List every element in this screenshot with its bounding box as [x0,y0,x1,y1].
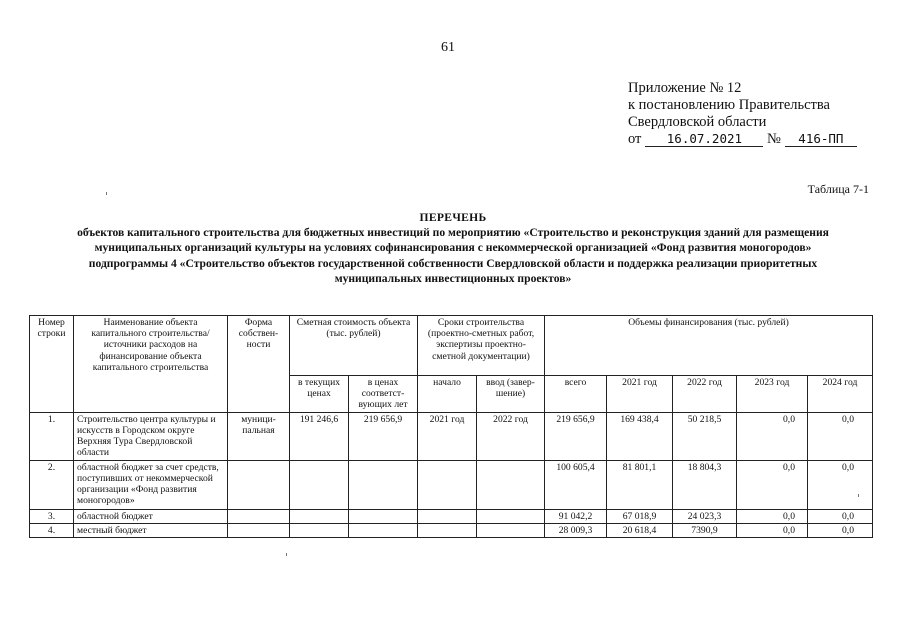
cell-2023: 0,0 [737,509,808,523]
heading-title: ПЕРЕЧЕНЬ [419,211,487,224]
header-2024: 2024 год [808,376,873,413]
cell-2024: 0,0 [808,509,873,523]
cell-2024: 0,0 [808,460,873,509]
heading-line-2: муниципальных организаций культуры на условиях софинансирования с некоммерческой организацией «Фонд развития моногородов» [94,241,812,255]
cell-current-prices [290,509,349,523]
cell-2021: 20 618,4 [607,523,673,537]
heading-line-3: подпрограммы 4 «Строительство объектов государственной собственности Свердловской области и поддержка реализации приоритетных [88,256,818,270]
cell-row-no: 4. [30,523,74,537]
cell-2023: 0,0 [737,460,808,509]
cell-total: 28 009,3 [545,523,607,537]
resolution-number: 416-ПП [785,131,857,147]
cell-start: 2021 год [418,412,477,460]
cell-relevant-prices: 219 656,9 [349,412,418,460]
header-ownership: Форма собствен- ности [228,316,290,413]
header-2021: 2021 год [607,376,673,413]
cell-row-no: 2. [30,460,74,509]
appendix-line-1: Приложение № 12 [628,80,742,96]
header-estimated-cost: Сметная стоимость объекта (тыс. рублей) [290,316,418,376]
cell-name: областной бюджет за счет средств, поступивших от некоммерческой организации «Фонд развития моногородов» [74,460,228,509]
cell-ownership [228,460,290,509]
cell-total: 91 042,2 [545,509,607,523]
cell-2023: 0,0 [737,523,808,537]
cell-current-prices [290,523,349,537]
header-start: начало [418,376,477,413]
cell-total: 100 605,4 [545,460,607,509]
cell-2021: 67 018,9 [607,509,673,523]
header-construction-terms: Сроки строительства (проектно-сметных работ, экспертизы проектно-сметной документации) [418,316,545,376]
appendix-line-2: к постановлению Правительства [628,97,830,113]
cell-end [477,460,545,509]
cell-total: 219 656,9 [545,412,607,460]
cell-ownership [228,523,290,537]
cell-ownership [228,509,290,523]
cell-2022: 7390,9 [673,523,737,537]
header-total: всего [545,376,607,413]
scan-speck [106,192,107,195]
cell-2024: 0,0 [808,523,873,537]
resolution-date: 16.07.2021 [645,131,763,147]
header-row-no: Номер строки [30,316,74,413]
cell-row-no: 1. [30,412,74,460]
cell-2021: 169 438,4 [607,412,673,460]
cell-current-prices: 191 246,6 [290,412,349,460]
cell-2021: 81 801,1 [607,460,673,509]
appendix-line-3: Свердловской области [628,114,767,130]
heading-line-1: объектов капитального строительства для бюджетных инвестиций по мероприятию «Строительство и реконструкция зданий для размещения [77,226,829,240]
cell-relevant-prices [349,523,418,537]
cell-2022: 18 804,3 [673,460,737,509]
cell-current-prices [290,460,349,509]
cell-2022: 50 218,5 [673,412,737,460]
cell-end [477,523,545,537]
header-financing: Объемы финансирования (тыс. рублей) [545,316,873,376]
cell-2022: 24 023,3 [673,509,737,523]
cell-start [418,523,477,537]
scan-speck [858,494,859,497]
scan-speck [286,553,287,556]
header-current-prices: в текущих ценах [290,376,349,413]
cell-name: областной бюджет [74,509,228,523]
cell-end [477,509,545,523]
cell-ownership: муници- пальная [228,412,290,460]
from-label: от [628,131,642,147]
appendix-date-row [628,131,857,148]
header-name: Наименование объекта капитального строительства/ источники расходов на финансирование объекта капитального строительства [74,316,228,413]
document-heading [28,210,878,286]
cell-start [418,460,477,509]
appendix-block [628,80,857,148]
cell-start [418,509,477,523]
header-commissioning: ввод (завер- шение) [477,376,545,413]
investment-table [29,315,873,538]
cell-name: Строительство центра культуры и искусств в Городском округе Верхняя Тура Свердловской области [74,412,228,460]
header-2023: 2023 год [737,376,808,413]
cell-relevant-prices [349,509,418,523]
number-label: № [767,131,781,147]
table-row [30,460,873,509]
heading-line-4: муниципальных инвестиционных проектов» [334,271,572,285]
table-label: Таблица 7-1 [807,182,869,196]
table-row [30,523,873,537]
table-row [30,509,873,523]
cell-name: местный бюджет [74,523,228,537]
cell-end: 2022 год [477,412,545,460]
cell-2023: 0,0 [737,412,808,460]
page-number: 61 [441,40,455,55]
cell-row-no: 3. [30,509,74,523]
table-row [30,412,873,460]
header-2022: 2022 год [673,376,737,413]
cell-2024: 0,0 [808,412,873,460]
header-relevant-prices: в ценах соответст- вующих лет [349,376,418,413]
cell-relevant-prices [349,460,418,509]
